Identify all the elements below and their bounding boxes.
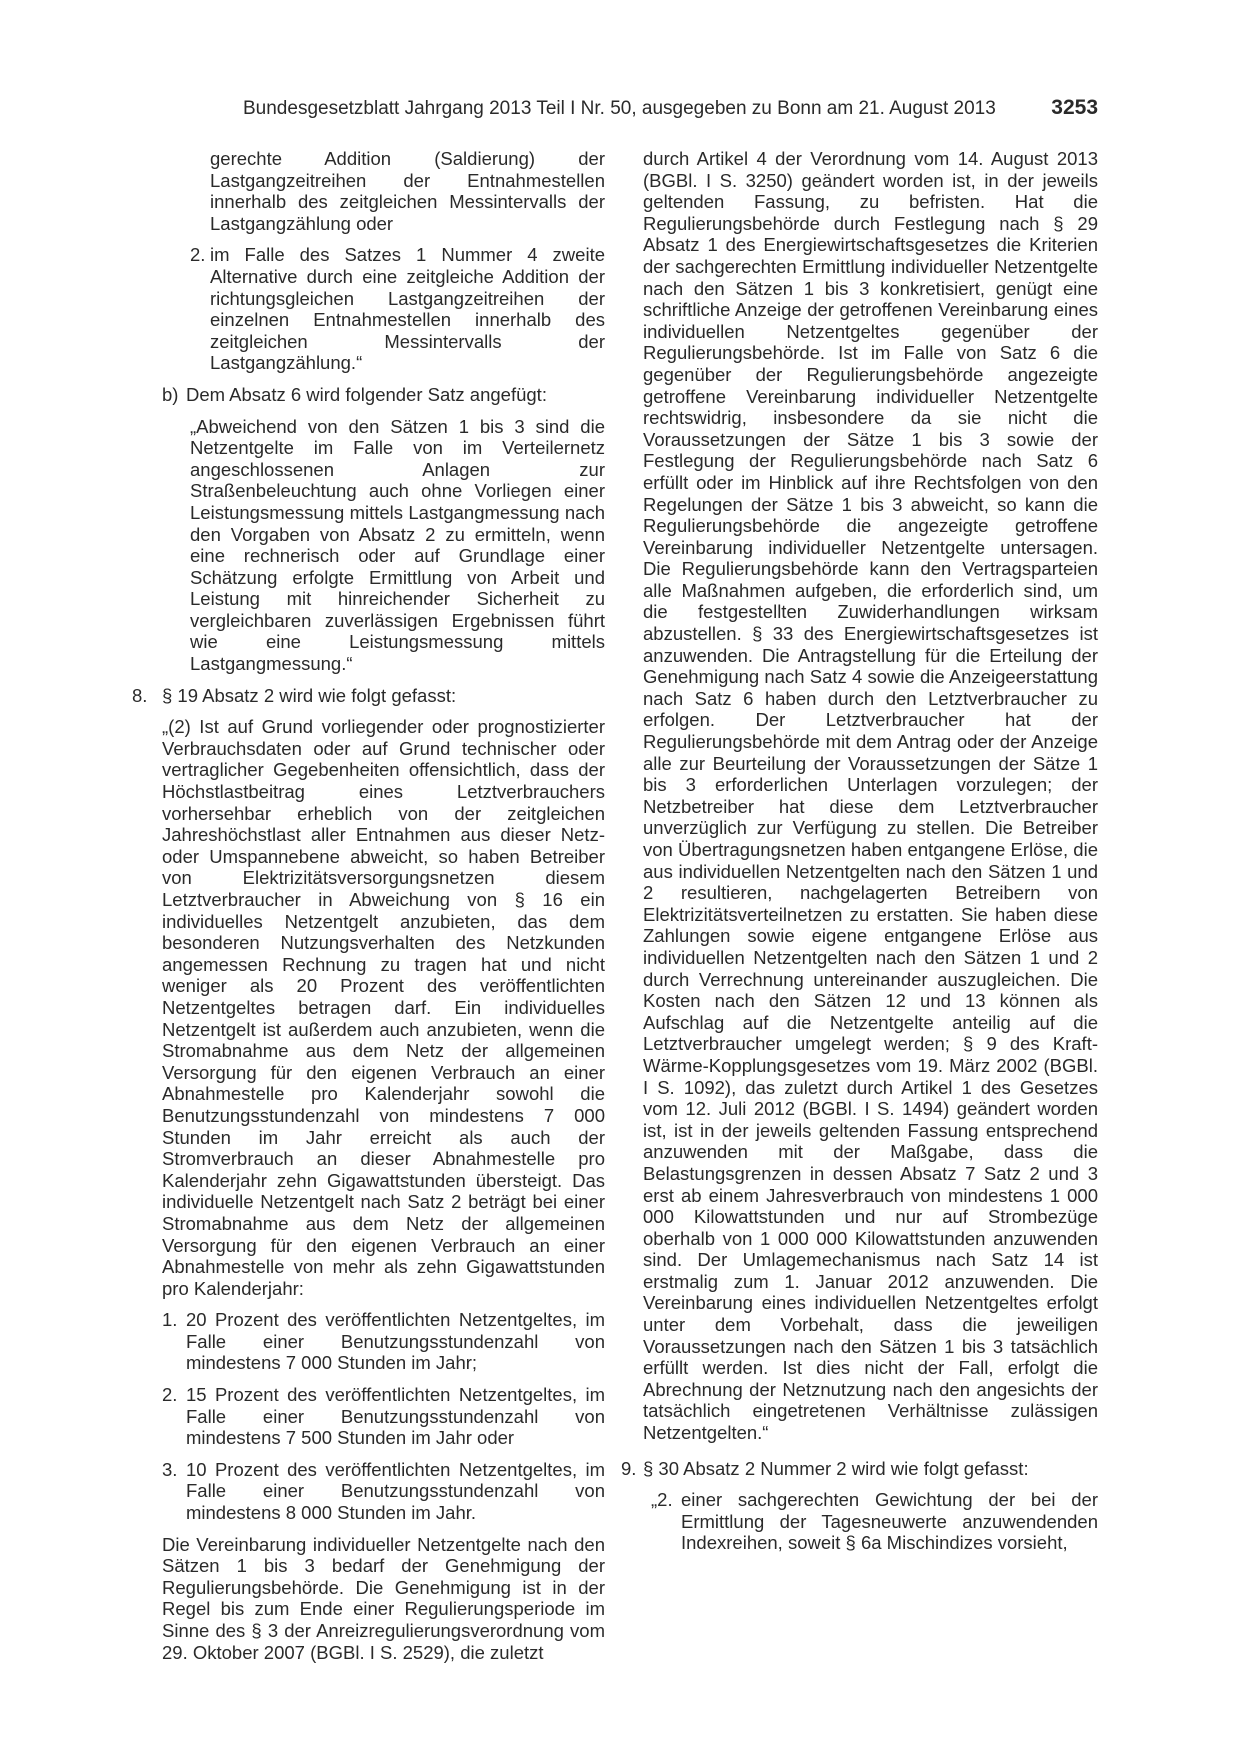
item-number: „2. — [651, 1489, 673, 1511]
item-number: 3. — [162, 1458, 178, 1480]
item-1-continuation: gerechte Addition (Saldierung) der Lastgangzeitreihen der Entnahmestellen innerhalb des zeitgleichen Messintervalls der Lastgangzählung oder — [210, 148, 605, 234]
section-8 — [132, 685, 605, 707]
item-number: 9. — [621, 1457, 637, 1479]
item-text: 10 Prozent des veröffentlichten Netzentgeltes, im Falle einer Benutzungsstundenzahl von mindestens 8 000 Stunden im Jahr. — [186, 1458, 605, 1524]
section-9 — [621, 1458, 1098, 1480]
item-number: 8. — [132, 684, 148, 706]
quoted-sentence: „Abweichend von den Sätzen 1 bis 3 sind die Netzentgelte im Falle von im Verteilernetz angeschlossenen Anlagen zur Straßenbeleuchtung auch ohne Vorliegen einer Leistungsmessung mittels Lastgangmessung nach den Vorgaben von Absatz 2 zu ermitteln, wenn eine rechnerisch oder auf Grundlage einer Schätzung erfolgte Ermittlung von Arbeit und Leistung mit hinreichender Sicherheit zu vergleichbaren zuverlässigen Ergebnissen führt wie eine Leistungsmessung mittels Lastgangmessung.“ — [190, 415, 605, 675]
quoted-item-2 — [651, 1489, 1098, 1554]
item-text: Dem Absatz 6 wird folgender Satz angefügt: — [186, 383, 547, 405]
list-item-2 — [190, 244, 605, 374]
item-number: 1. — [162, 1309, 178, 1331]
item-number: 2. — [190, 244, 206, 266]
right-column — [621, 148, 1098, 1554]
paragraph: durch Artikel 4 der Verordnung vom 14. August 2013 (BGBl. I S. 3250) geändert worden ist, in der jeweils geltenden Fassung, zu befristen. Hat die Regulierungsbehörde durch Festlegung nach § 29 Absatz 1 des Energiewirtschaftsgesetzes die Kriterien der sachgerechten Ermittlung individueller Netzentgelte nach den Sätzen 1 bis 3 konkretisiert, genügt eine schriftliche Anzeige der getroffenen Vereinbarung eines individuellen Netzentgeltes gegenüber der Regulierungsbehörde. Ist im Falle von Satz 6 die gegenüber der Regulierungsbehörde angezeigte getroffene Vereinbarung individueller Netzentgelte rechtswidrig, insbesondere da sie nicht die Voraussetzungen der Sätze 1 bis 3 sowie der Festlegung der Regulierungsbehörde nach Satz 6 erfüllt oder im Hinblick auf ihre Rechtsfolgen von den Regelungen der Sätze 1 bis 3 abweicht, so kann die Regulierungsbehörde die angezeigte getroffene Vereinbarung individueller Netzentgelte untersagen. Die Regulierungsbehörde kann den Vertragsparteien alle Maßnahmen aufgeben, die erforderlich sind, um die festgestellten Zuwiderhandlungen wirksam abzustellen. § 33 des Energiewirtschaftsgesetzes ist anzuwenden. Die Antragstellung für die Erteilung der Genehmigung nach Satz 4 sowie die Anzeigeerstattung nach Satz 6 haben durch den Letztverbraucher zu erfolgen. Der Letztverbraucher hat der Regulierungsbehörde mit dem Antrag oder der Anzeige alle zur Beurteilung der Voraussetzungen der Sätze 1 bis 3 erforderlichen Unterlagen vorzulegen; der Netzbetreiber hat diese dem Letztverbraucher unverzüglich zur Verfügung zu stellen. Die Betreiber von Übertragungsnetzen haben entgangene Erlöse, die aus individuellen Netzentgelten nach den Sätzen 1 und 2 resultieren, nachgelagerten Betreibern von Elektrizitätsverteilnetzen zu erstatten. Sie haben diese Zahlungen sowie eigene entgangene Erlöse aus individuellen Netzentgelten nach den Sätzen 1 und 2 durch Verrechnung untereinander auszugleichen. Die Kosten nach den Sätzen 12 und 13 können als Aufschlag auf die Netzentgelte anteilig auf die Letztverbraucher umgelegt werden; § 9 des Kraft-Wärme-Kopplungsgesetzes vom 19. März 2002 (BGBl. I S. 1092), das zuletzt durch Artikel 1 des Gesetzes vom 12. Juli 2012 (BGBl. I S. 1494) geändert worden ist, ist in der jeweils geltenden Fassung entsprechend anzuwenden mit der Maßgabe, dass die Belastungsgrenzen in dessen Absatz 7 Satz 2 und 3 erst ab einem Jahresverbrauch von mindestens 1 000 000 Kilowattstunden und nur auf Strombezüge oberhalb von 1 000 000 Kilowattstunden anzuwenden sind. Der Umlagemechanismus nach Satz 14 ist erstmalig zum 1. Januar 2012 anzuwenden. Die Vereinbarung eines individuellen Netzentgeltes erfolgt unter dem Vorbehalt, dass die jeweiligen Voraussetzungen nach den Sätzen 1 bis 3 tatsächlich erfüllt werden. Ist dies nicht der Fall, erfolgt die Abrechnung der Netznutzung nach den angesichts der tatsächlich eingetretenen Verhältnisse zulässigen Netzentgelten.“ — [643, 148, 1098, 1444]
item-text: im Falle des Satzes 1 Nummer 4 zweite Alternative durch eine zeitgleiche Addition der richtungsgleichen Lastgangzeitreihen der einzelnen Entnahmestellen innerhalb des zeitgleichen Messintervalls der Lastgangzählung.“ — [210, 244, 605, 374]
item-text: § 19 Absatz 2 wird wie folgt gefasst: — [162, 684, 457, 706]
sub-item-b — [162, 384, 605, 406]
gazette-header-title: Bundesgesetzblatt Jahrgang 2013 Teil I Nr. 50, ausgegeben zu Bonn am 21. August 2013 — [243, 98, 996, 119]
list-item-1 — [162, 1309, 605, 1374]
list-item-2b — [162, 1384, 605, 1449]
left-column — [132, 148, 605, 1663]
list-item-3 — [162, 1459, 605, 1524]
item-number: 2. — [162, 1384, 178, 1406]
item-text: 20 Prozent des veröffentlichten Netzentgeltes, im Falle einer Benutzungsstundenzahl von mindestens 7 000 Stunden im Jahr; — [186, 1309, 605, 1374]
item-text: § 30 Absatz 2 Nummer 2 wird wie folgt gefasst: — [643, 1457, 1029, 1479]
paragraph: Die Vereinbarung individueller Netzentgelte nach den Sätzen 1 bis 3 bedarf der Genehmigung der Regulierungsbehörde. Die Genehmigung ist in der Regel bis zum Ende einer Regulierungsperiode im Sinne des § 3 der Anreizregulierungsverordnung vom 29. Oktober 2007 (BGBl. I S. 2529), die zuletzt — [162, 1533, 605, 1663]
item-text: 15 Prozent des veröffentlichten Netzentgeltes, im Falle einer Benutzungsstundenzahl von mindestens 7 500 Stunden im Jahr oder — [186, 1384, 605, 1449]
item-text: einer sachgerechten Gewichtung der bei der Ermittlung der Tagesneuwerte anzuwendenden Indexreihen, soweit § 6a Mischindizes vorsieht, — [681, 1489, 1098, 1554]
page-number: 3253 — [1051, 96, 1098, 119]
item-letter: b) — [162, 383, 179, 405]
quoted-paragraph: „(2) Ist auf Grund vorliegender oder prognostizierter Verbrauchsdaten oder auf Grund technischer oder vertraglicher Gegebenheiten offensichtlich, dass der Höchstlastbeitrag eines Letztverbrauchers vorhersehbar erheblich von der zeitgleichen Jahreshöchstlast aller Entnahmen aus dieser Netz- oder Umspannebene abweicht, so haben Betreiber von Elektrizitätsversorgungsnetzen diesem Letztverbraucher in Abweichung von § 16 ein individuelles Netzentgelt anzubieten, das dem besonderen Nutzungsverhalten des Netzkunden angemessen Rechnung zu tragen hat und nicht weniger als 20 Prozent des veröffentlichten Netzentgeltes betragen darf. Ein individuelles Netzentgelt ist außerdem auch anzubieten, wenn die Stromabnahme aus dem Netz der allgemeinen Versorgung für den eigenen Verbrauch an einer Abnahmestelle pro Kalenderjahr sowohl die Benutzungsstundenzahl von mindestens 7 000 Stunden im Jahr erreicht als auch der Stromverbrauch an dieser Abnahmestelle pro Kalenderjahr zehn Gigawattstunden übersteigt. Das individuelle Netzentgelt nach Satz 2 beträgt bei einer Stromabnahme aus dem Netz der allgemeinen Versorgung für den eigenen Verbrauch an einer Abnahmestelle von mehr als zehn Gigawattstunden pro Kalenderjahr: — [162, 716, 605, 1299]
page-header — [243, 98, 1098, 128]
